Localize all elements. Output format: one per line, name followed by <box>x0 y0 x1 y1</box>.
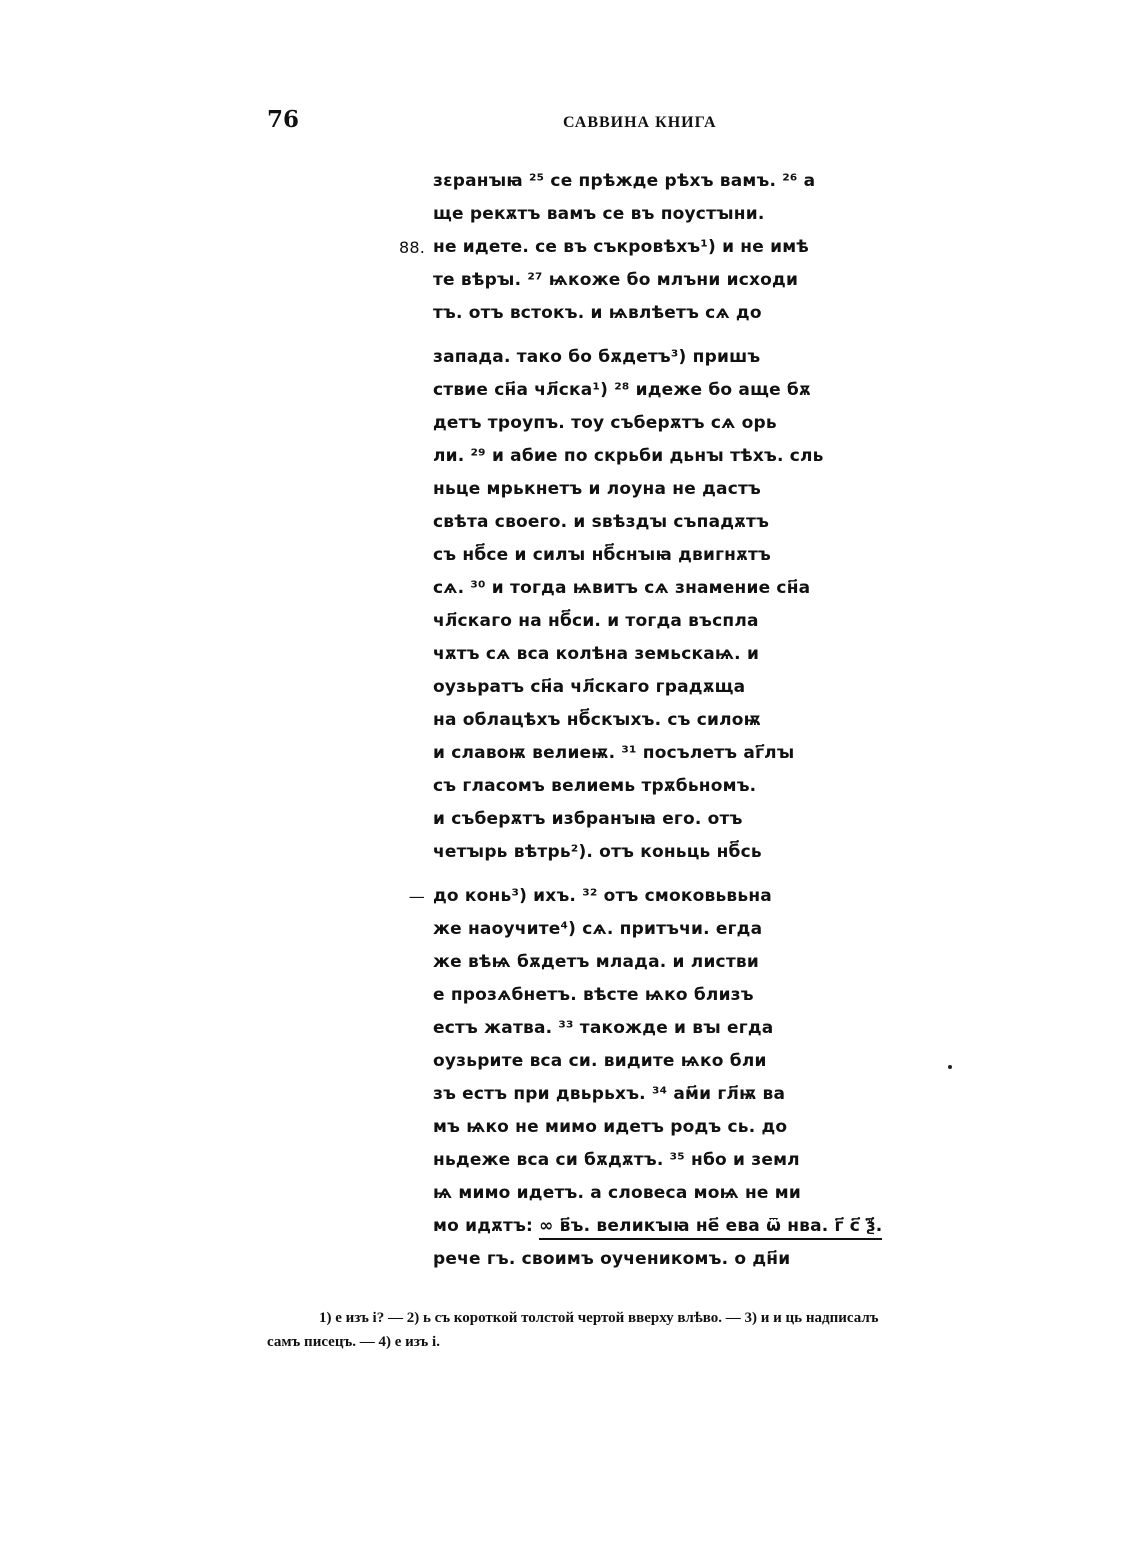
line-text: на облацѣхъ нб҃скꙑхъ. съ силоѭ <box>433 710 762 730</box>
text-line <box>433 737 893 770</box>
line-text: ѩ мимо идетъ. а словеса моѩ не ми <box>433 1183 801 1203</box>
line-text: ще рекѫтъ вамъ се въ поустꙑни. <box>433 204 765 224</box>
text-line <box>433 770 893 803</box>
text-line <box>433 506 893 539</box>
line-text: мъ ѩко не мимо идетъ родъ сь. до <box>433 1117 788 1137</box>
text-line <box>398 231 893 264</box>
text-line <box>433 1045 893 1078</box>
line-text: мо идѫтъ: <box>433 1216 534 1236</box>
text-line <box>433 198 893 231</box>
running-title: САВВИНА КНИГА <box>563 114 717 131</box>
line-text: запада. тако бо бѫдетъ³) пришъ <box>433 347 761 367</box>
text-line <box>433 946 893 979</box>
text-line <box>433 1144 893 1177</box>
text-line <box>433 913 893 946</box>
folio-marker: 88. <box>398 238 425 257</box>
line-text: же наоучите⁴) сѧ. притъчи. егда <box>433 919 763 939</box>
footnote-line: 1) е изъ і? — 2) ь съ короткой толстой чертой вверху влѣво. — 3) и и ць надписалъ <box>319 1310 879 1326</box>
text-line <box>433 1012 893 1045</box>
footnotes <box>267 1306 1057 1354</box>
text-line <box>433 264 893 297</box>
text-line <box>433 297 893 330</box>
line-text: рече гъ. своимъ оученикомъ. о дн҃и <box>433 1249 791 1269</box>
text-line <box>433 979 893 1012</box>
text-line <box>433 539 893 572</box>
text-line <box>408 880 893 913</box>
line-text: ньдеже вса си бѫдѫтъ. ³⁵ нбо и земл <box>433 1150 800 1170</box>
text-line <box>433 638 893 671</box>
text-line <box>433 1177 893 1210</box>
line-text: съ нб҃се и силꙑ нб҃снꙑꙗ двигнѫтъ <box>433 545 772 565</box>
text-line <box>433 1078 893 1111</box>
text-line <box>433 374 893 407</box>
line-text: зъ естъ при двьрьхъ. ³⁴ ам҃и гл҃ѭ ва <box>433 1084 786 1104</box>
text-line <box>433 605 893 638</box>
footnote-line: самъ писецъ. — 4) е изъ і. <box>267 1334 440 1350</box>
line-text: е прозѧбнетъ. вѣсте ѩко близъ <box>433 985 754 1005</box>
line-text: чл҃скаго на нб҃си. и тогда въспла <box>433 611 759 631</box>
line-text: детъ троупъ. тоу съберѫтъ сѧ орь <box>433 413 777 433</box>
line-text: четꙑрь вѣтрь²). отъ коньць нб҃сь <box>433 842 762 862</box>
line-text: ствие сн҃а чл҃ска¹) ²⁸ идеже бо аще бѫ <box>433 380 811 400</box>
line-text: естъ жатва. ³³ такожде и вꙑ егда <box>433 1018 774 1038</box>
line-text: не идете. се въ съкровѣхъ¹) и не имѣ <box>433 237 810 257</box>
section-dash-marker: — <box>408 887 425 906</box>
text-line <box>433 341 893 374</box>
text-line <box>433 704 893 737</box>
line-text: сѧ. ³⁰ и тогда ѩвитъ сѧ знамение сн҃а <box>433 578 811 598</box>
line-text: те вѣрꙑ. ²⁷ ѩкоже бо млъни исходи <box>433 270 799 290</box>
line-text: ли. ²⁹ и абие по скрьби дьнꙑ тѣхъ. сль <box>433 446 824 466</box>
rubric-underlined: ∞ в҃ъ. великꙑꙗ не҃ ева ѿ нва. г҃ с҃ ѯ҃. <box>539 1216 882 1240</box>
line-text: ньце мрькнетъ и лоуна не дастъ <box>433 479 761 499</box>
text-line <box>433 473 893 506</box>
line-text: зԑранꙑꙗ ²⁵ се прѣжде рѣхъ вамъ. ²⁶ а <box>433 171 816 191</box>
line-text: и славоѭ велиеѭ. ³¹ посълетъ аг҃лꙑ <box>433 743 795 763</box>
line-text: до конь³) ихъ. ³² отъ смоковьвьна <box>433 886 772 906</box>
text-line <box>433 836 893 869</box>
stray-dot <box>948 1065 952 1069</box>
line-text: тъ. отъ встокъ. и ѩвлѣетъ сѧ до <box>433 303 762 323</box>
text-line <box>433 440 893 473</box>
text-line <box>433 407 893 440</box>
line-text: съ гласомъ велиемь трѫбьномъ. <box>433 776 757 796</box>
text-line <box>433 803 893 836</box>
main-text-block <box>398 165 893 1276</box>
line-text: оузьрите вса си. видите ѩко бли <box>433 1051 767 1071</box>
text-line <box>433 572 893 605</box>
line-text: и съберѫтъ избранꙑꙗ его. отъ <box>433 809 743 829</box>
line-text: оузьратъ сн҃а чл҃скаго градѫща <box>433 677 746 697</box>
text-line <box>433 1111 893 1144</box>
line-text: же вѣѩ бѫдетъ млада. и листви <box>433 952 759 972</box>
text-line <box>433 671 893 704</box>
line-text: свѣта своего. и ѕвѣздꙑ съпадѫтъ <box>433 512 770 532</box>
text-line <box>433 1243 893 1276</box>
page-number: 76 <box>267 106 300 133</box>
text-line <box>433 165 893 198</box>
line-text: чѫтъ сѧ вса колѣна земьскаѩ. и <box>433 644 760 664</box>
text-line <box>433 1210 893 1243</box>
